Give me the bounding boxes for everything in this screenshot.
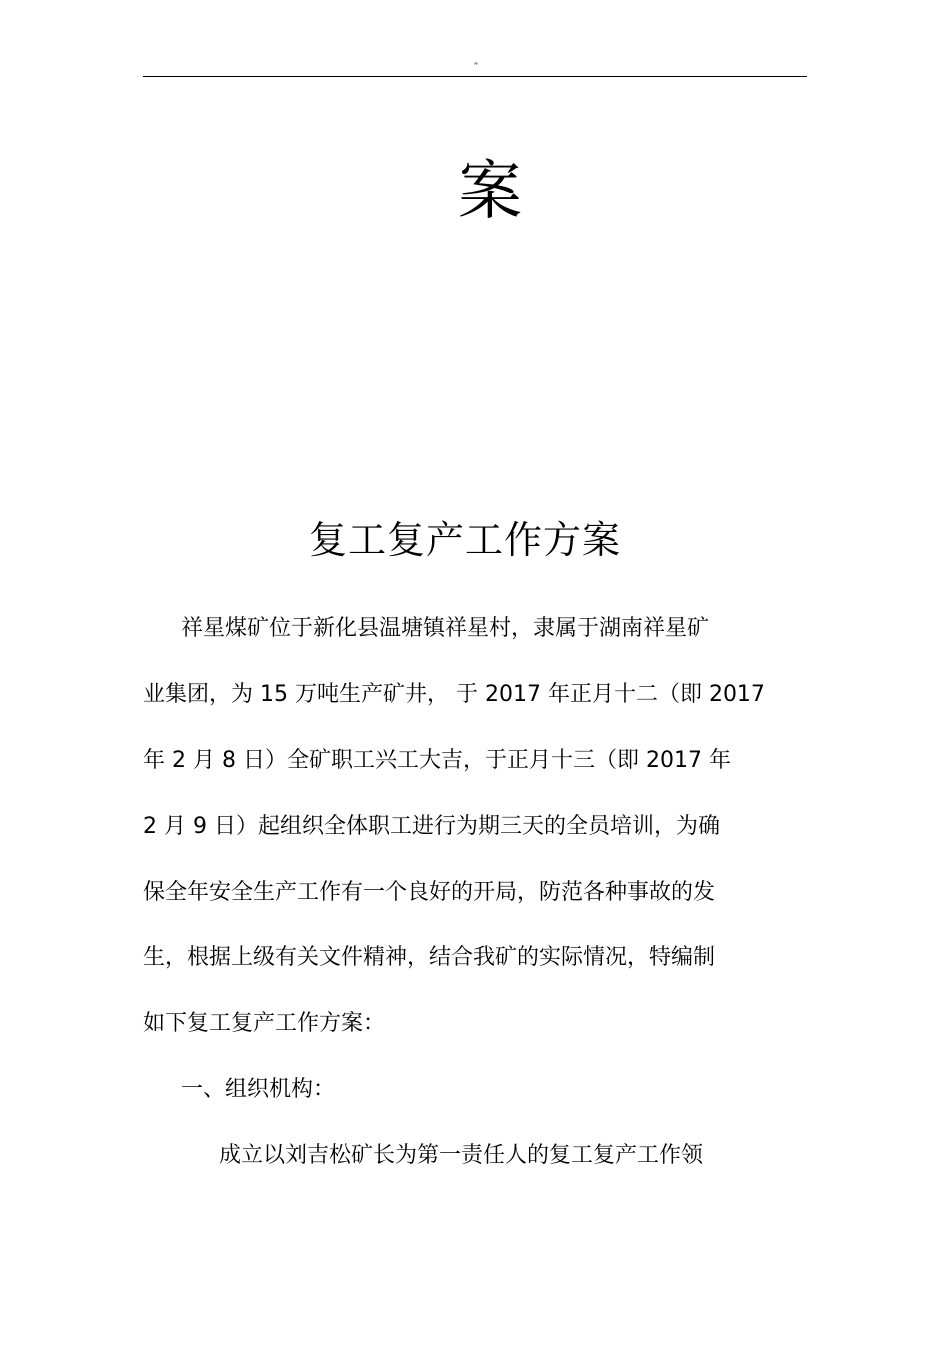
header-mark: ” — [473, 62, 479, 72]
document-title: 复工复产工作方案 — [308, 518, 621, 562]
header-rule — [143, 76, 807, 77]
cover-title-fragment: 案 — [458, 155, 522, 229]
section-heading: 一、组织机构： — [181, 1077, 336, 1102]
body-line-5: 保全年安全生产工作有一个良好的开局，防范各种事故的发 — [143, 880, 716, 905]
body-line-7: 如下复工复产工作方案： — [143, 1011, 386, 1036]
body-line-1: 祥星煤矿位于新化县温塘镇祥星村，隶属于湖南祥星矿 — [181, 616, 710, 641]
body-line-2: 业集团，为 15 万吨生产矿井， 于 2017 年正月十二（即 2017 — [143, 682, 765, 707]
body-line-3: 年 2 月 8 日）全矿职工兴工大吉，于正月十三（即 2017 年 — [143, 748, 731, 773]
body-line-4: 2 月 9 日）起组织全体职工进行为期三天的全员培训，为确 — [143, 814, 720, 839]
body-line-9: 成立以刘吉松矿长为第一责任人的复工复产工作领 — [219, 1143, 704, 1168]
body-line-6: 生，根据上级有关文件精神，结合我矿的实际情况，特编制 — [143, 945, 716, 970]
